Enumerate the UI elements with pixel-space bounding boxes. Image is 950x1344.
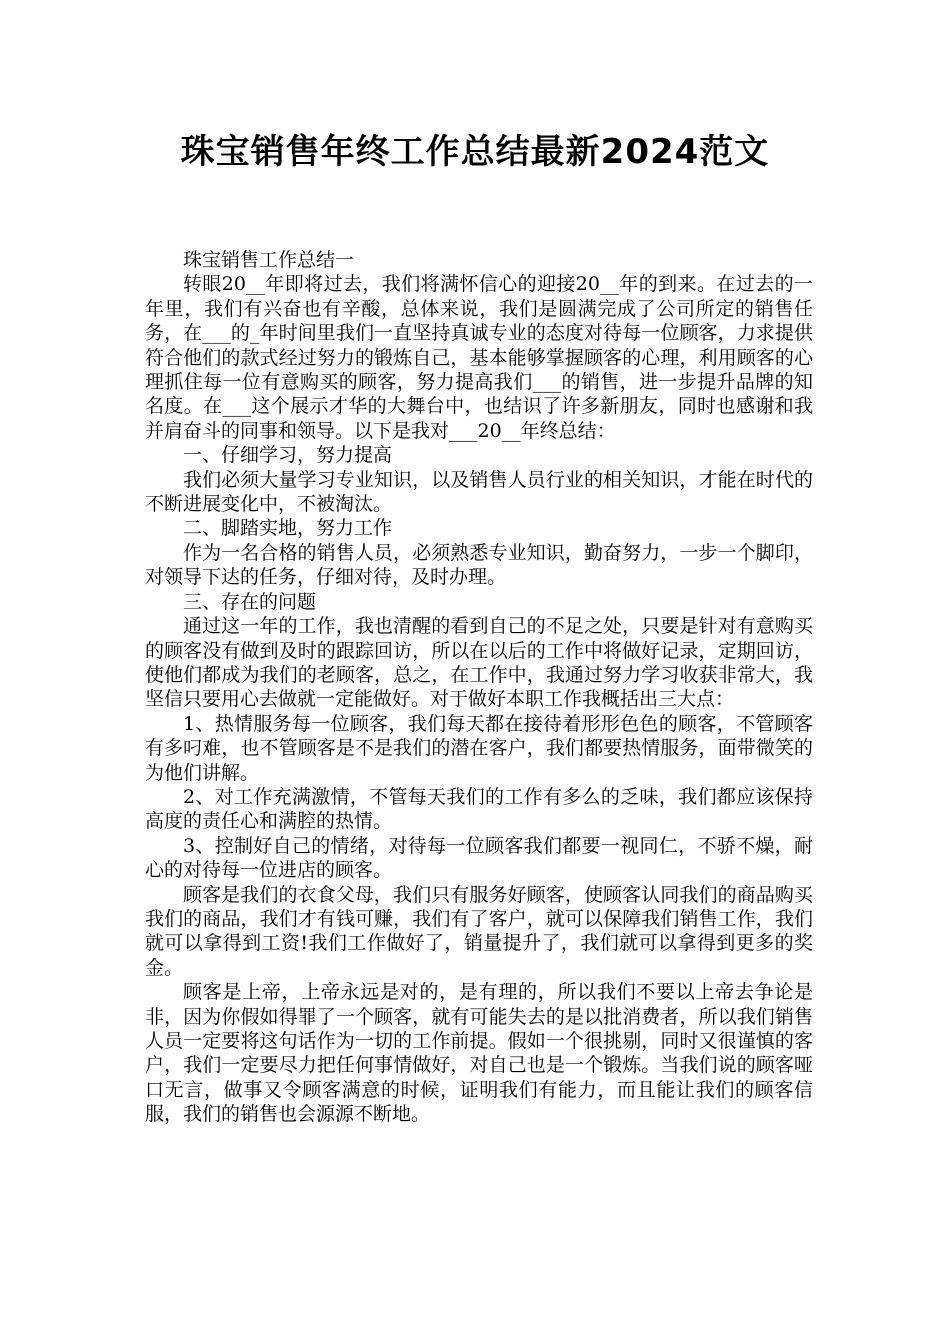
paragraph: 顾客是上帝，上帝永远是对的，是有理的，所以我们不要以上帝去争论是非，因为你假如得罪了一个顾客，就有可能失去的是以批消费者，所以我们销售人员一定要将这句话作为一切的工作前提。假如一个很挑剔，同时又很谨慎的客户，我们一定要尽力把任何事情做好，对自己也是一个锻炼。当我们说的顾客哑口无言，做事又令顾客满意的时候，证明我们有能力，而且能让我们的顾客信服，我们的销售也会源源不断地。 [145,981,813,1126]
document-body [145,248,813,1127]
section-heading: 三、存在的问题 [183,590,317,613]
list-item: 1、热情服务每一位顾客，我们每天都在接待着形形色色的顾客，不管顾客有多叼难，也不管顾客是不是我们的潜在客户，我们都要热情服务，面带微笑的为他们讲解。 [145,712,813,784]
section-heading: 二、脚踏实地，努力工作 [183,517,393,540]
list-item: 2、对工作充满激情，不管每天我们的工作有多么的乏味，我们都应该保持高度的责任心和满腔的热情。 [145,785,813,833]
paragraph: 作为一名合格的销售人员，必须熟悉专业知识，勤奋努力，一步一个脚印，对领导下达的任务，仔细对待，及时办理。 [145,541,813,589]
paragraph: 我们必须大量学习专业知识，以及销售人员行业的相关知识，才能在时代的不断进展变化中，不被淘汰。 [145,468,813,516]
paragraph: 通过这一年的工作，我也清醒的看到自己的不足之处，只要是针对有意购买的顾客没有做到及时的跟踪回访，所以在以后的工作中将做好记录，定期回访，使他们都成为我们的老顾客，总之，在工作中，我通过努力学习收获非常大，我坚信只要用心去做就一定能做好。对于做好本职工作我概括出三大点： [145,615,813,711]
paragraph: 转眼20__年即将过去，我们将满怀信心的迎接20__年的到来。在过去的一年里，我们有兴奋也有辛酸，总体来说，我们是圆满完成了公司所定的销售任务，在___的_年时间里我们一直坚持真诚专业的态度对待每一位顾客，力求提供符合他们的款式经过努力的锻炼自己，基本能够掌握顾客的心理，利用顾客的心理抓住每一位有意购买的顾客，努力提高我们___的销售，进一步提升品牌的知名度。在___这个展示才华的大舞台中，也结识了许多新朋友，同时也感谢和我并肩奋斗的同事和领导。以下是我对___20__年终总结： [145,273,813,442]
list-item: 3、控制好自己的情绪，对待每一位顾客我们都要一视同仁，不骄不燥，耐心的对待每一位进店的顾客。 [145,834,813,882]
section-heading: 一、仔细学习，努力提高 [183,444,393,467]
section-heading: 珠宝销售工作总结一 [183,249,355,271]
paragraph: 顾客是我们的衣食父母，我们只有服务好顾客，使顾客认同我们的商品购买我们的商品，我们才有钱可赚，我们有了客户，就可以保障我们销售工作，我们就可以拿得到工资!我们工作做好了，销量提升了，我们就可以拿得到更多的奖金。 [145,883,813,979]
document-title: 珠宝销售年终工作总结最新2024范文 [180,132,770,172]
